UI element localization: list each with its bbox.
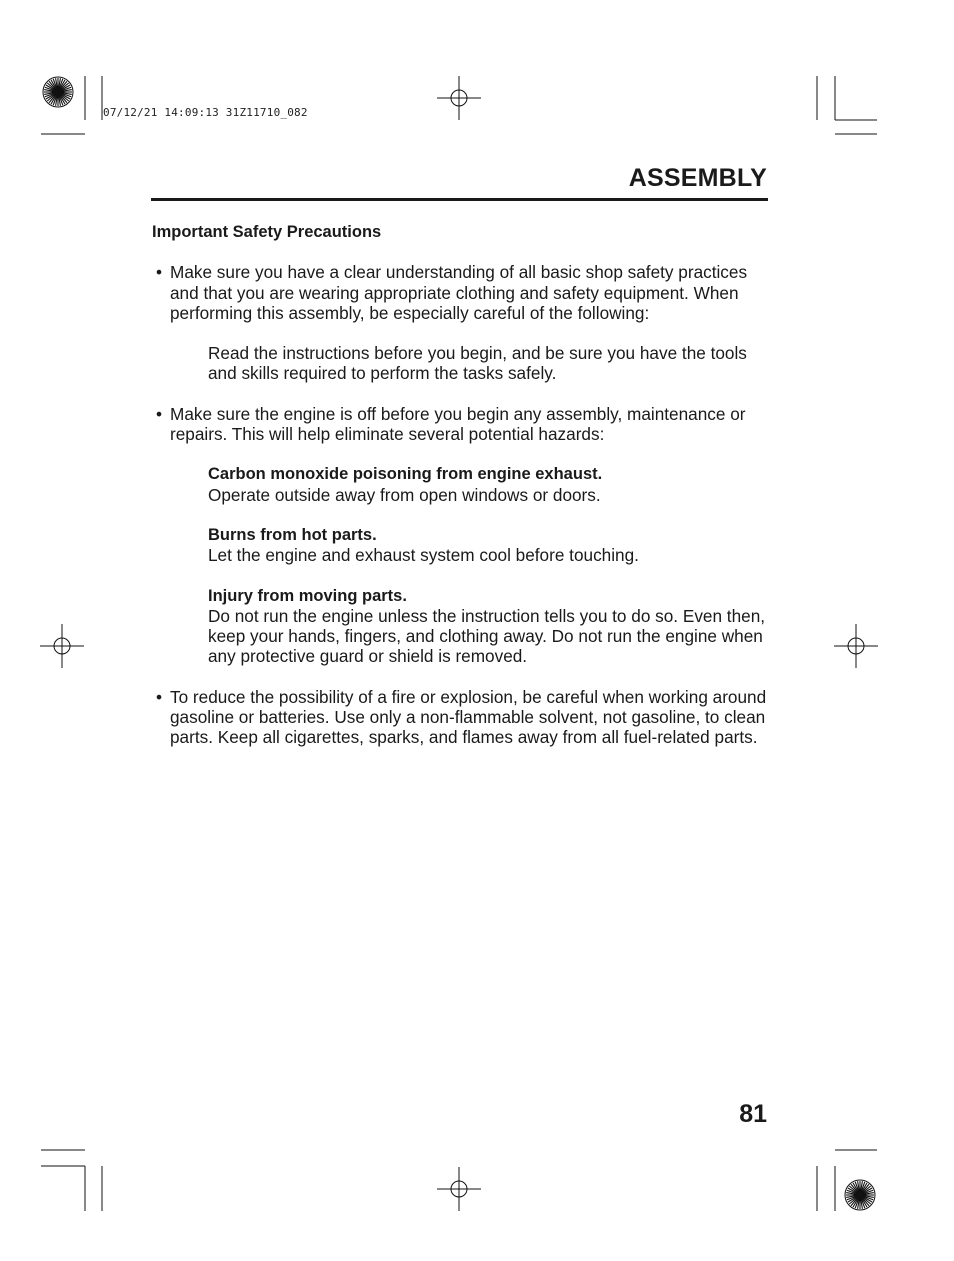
crosshair-bottom-center (437, 1167, 481, 1211)
bullet-text: To reduce the possibility of a fire or explosion, be careful when working around gasoline or batteries. Use only a non-flammable solvent, not gasoline, to clean parts. Keep all cigarettes, sparks, and flames away from all fuel-related parts. (170, 686, 767, 748)
crosshair-top-center (437, 76, 481, 120)
bullet-glyph: • (156, 686, 163, 707)
sub-item-body: Read the instructions before you begin, and be sure you have the tools and skills required to perform the tasks safely. (208, 343, 747, 384)
starburst-target-top-left (43, 77, 73, 107)
page-number: 81 (739, 1100, 767, 1128)
starburst-center (54, 88, 62, 96)
subheading: Important Safety Precautions (152, 223, 382, 241)
hazard-item (152, 586, 772, 667)
bullet-glyph: • (156, 403, 163, 424)
title-rule (151, 198, 768, 201)
sub-item (152, 343, 772, 384)
starburst-target-bottom-right (845, 1180, 875, 1210)
hazard-body: Let the engine and exhaust system cool before touching. (208, 545, 639, 566)
crosshair-left-middle (40, 624, 84, 668)
print-timestamp: 07/12/21 14:09:13 31Z11710_082 (103, 106, 308, 119)
hazard-title: Burns from hot parts. (208, 525, 377, 544)
hazard-body: Do not run the engine unless the instruction tells you to do so. Even then, keep your hands, fingers, and clothing away. Do not run the engine when any protective guard or shield is removed. (208, 605, 766, 667)
list-item (152, 687, 772, 748)
list-item (152, 262, 772, 323)
list-item (152, 404, 772, 445)
bullet-glyph: • (156, 262, 163, 283)
bullet-text: Make sure you have a clear understanding of all basic shop safety practices and that you are wearing appropriate clothing and safety equipment. When performing this assembly, be especially careful of the following: (170, 262, 748, 323)
crosshair-right-middle (834, 624, 878, 668)
bullet-text: Make sure the engine is off before you begin any assembly, maintenance or repairs. This will help eliminate several potential hazards: (170, 403, 746, 445)
section-title: ASSEMBLY (628, 164, 767, 192)
hazard-body: Operate outside away from open windows or doors. (208, 484, 601, 505)
starburst-center (856, 1191, 864, 1199)
hazard-item (152, 525, 772, 566)
hazard-title: Injury from moving parts. (208, 586, 407, 605)
hazard-item (152, 464, 772, 505)
hazard-title: Carbon monoxide poisoning from engine exhaust. (208, 465, 603, 484)
main-content (152, 222, 772, 768)
